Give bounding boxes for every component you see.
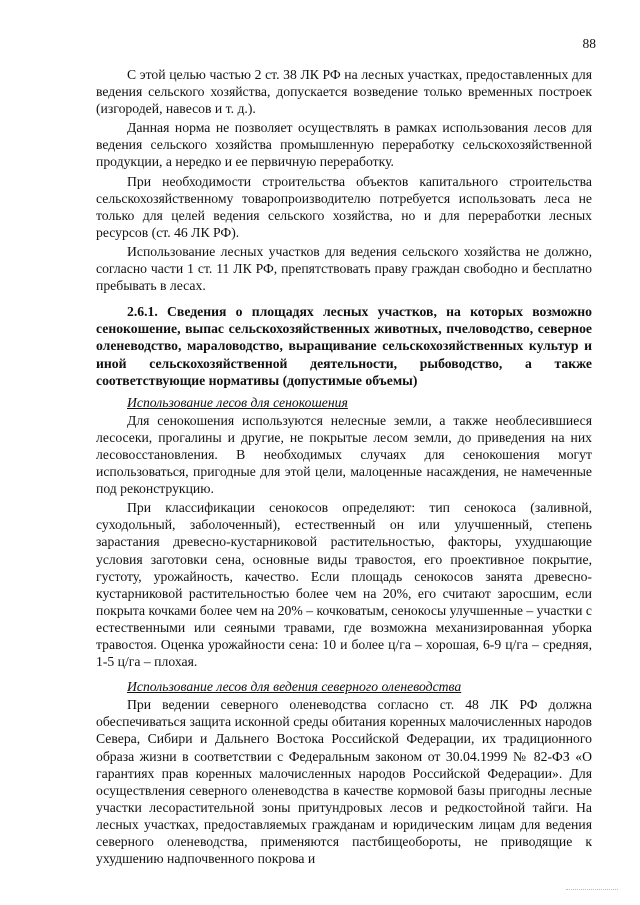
paragraph-temporary-buildings: С этой целью частью 2 ст. 38 ЛК РФ на лесных участках, предоставленных для ведения сельского хозяйства, допускается возведение только временных построек (изгородей, навесов и т. д.). xyxy=(96,67,592,117)
page-number: 88 xyxy=(582,36,596,51)
paragraph-processing-restriction: Данная норма не позволяет осуществлять в рамках использования лесов для ведения сельского хозяйства промышленную переработку сельскохозяйственной продукции, а нередко и ее первичную переработку. xyxy=(96,120,592,170)
subheading-reindeer-herding: Использование лесов для ведения северного оленеводства xyxy=(127,679,462,695)
paragraph-reindeer-herding: При ведении северного оленеводства согласно ст. 48 ЛК РФ должна обеспечиваться защита исконной среды обитания коренных малочисленных народов Севера, Сибири и Дальнего Востока Российской Федерации, их традиционного образа жизни в соответствии с Федеральным законом от 30.04.1999 № 82-ФЗ «О гарантиях прав коренных малочисленных народов Российской Федерации». Для осуществления северного оленеводства в качестве кормовой базы пригодны лесные участки лесорастительной зоны притундровых лесов и редкостойной тайги. На лесных участках, предоставляемых гражданам и юридическим лицам для ведения северного оленеводства, применяются пастбищеобороты, не приводящие к ухудшению надпочвенного покрова и xyxy=(96,697,592,867)
paragraph-haymaking-lands: Для сенокошения используются нелесные земли, а также необлесившиеся лесосеки, прогалины и другие, не покрытые лесом земли, до приведения на них лесовосстановления. В необходимых случаях для сенокошения могут использоваться, пригодные для этой цели, малоценные насаждения, не намеченные под реконструкцию. xyxy=(96,412,592,497)
paragraph-haymaking-classification: При классификации сенокосов определяют: тип сенокоса (заливной, суходольный, заболоченный), естественный он или улучшенный, степень зарастания древесно-кустарниковой растительностью, факторы, ухудшающие условия заготовки сена, основные виды травостоя, его проективное покрытие, густоту, урожайность, качество. Если площадь сенокосов занята древесно-кустарниковой растительностью более чем на 20%, его считают заросшим, если покрыта кочками более чем на 20% – кочковатым, сенокосы улучшенные – участки с естественными или сеяными травами, где возможна механизированная уборка травостоя. Оценка урожайности сена: 10 и более ц/га – хорошая, 6-9 ц/га – средняя, 1-5 ц/га – плохая. xyxy=(96,500,592,670)
paragraph-capital-construction: При необходимости строительства объектов капитального строительства сельскохозяйственному товаропроизводителю потребуется использовать леса не только для целей ведения сельского хозяйства, но и для переработки лесных ресурсов (ст. 46 ЛК РФ). xyxy=(96,173,592,240)
section-heading: 2.6.1. Сведения о площадях лесных участков, на которых возможно сенокошение, выпас сельскохозяйственных животных, пчеловодство, северное оленеводство, мараловодство, выращивание сельскохозяйственных культур и иной сельскохозяйственной деятельности, рыбоводство, а также соответствующие нормативы (допустимые объемы) xyxy=(96,304,592,388)
subheading-haymaking: Использование лесов для сенокошения xyxy=(127,394,348,410)
footer-divider xyxy=(566,889,618,891)
page-body xyxy=(96,66,592,869)
paragraph-free-access: Использование лесных участков для ведения сельского хозяйства не должно, согласно части 1 ст. 11 ЛК РФ, препятствовать праву граждан свободно и бесплатно пребывать в лесах. xyxy=(96,243,592,294)
